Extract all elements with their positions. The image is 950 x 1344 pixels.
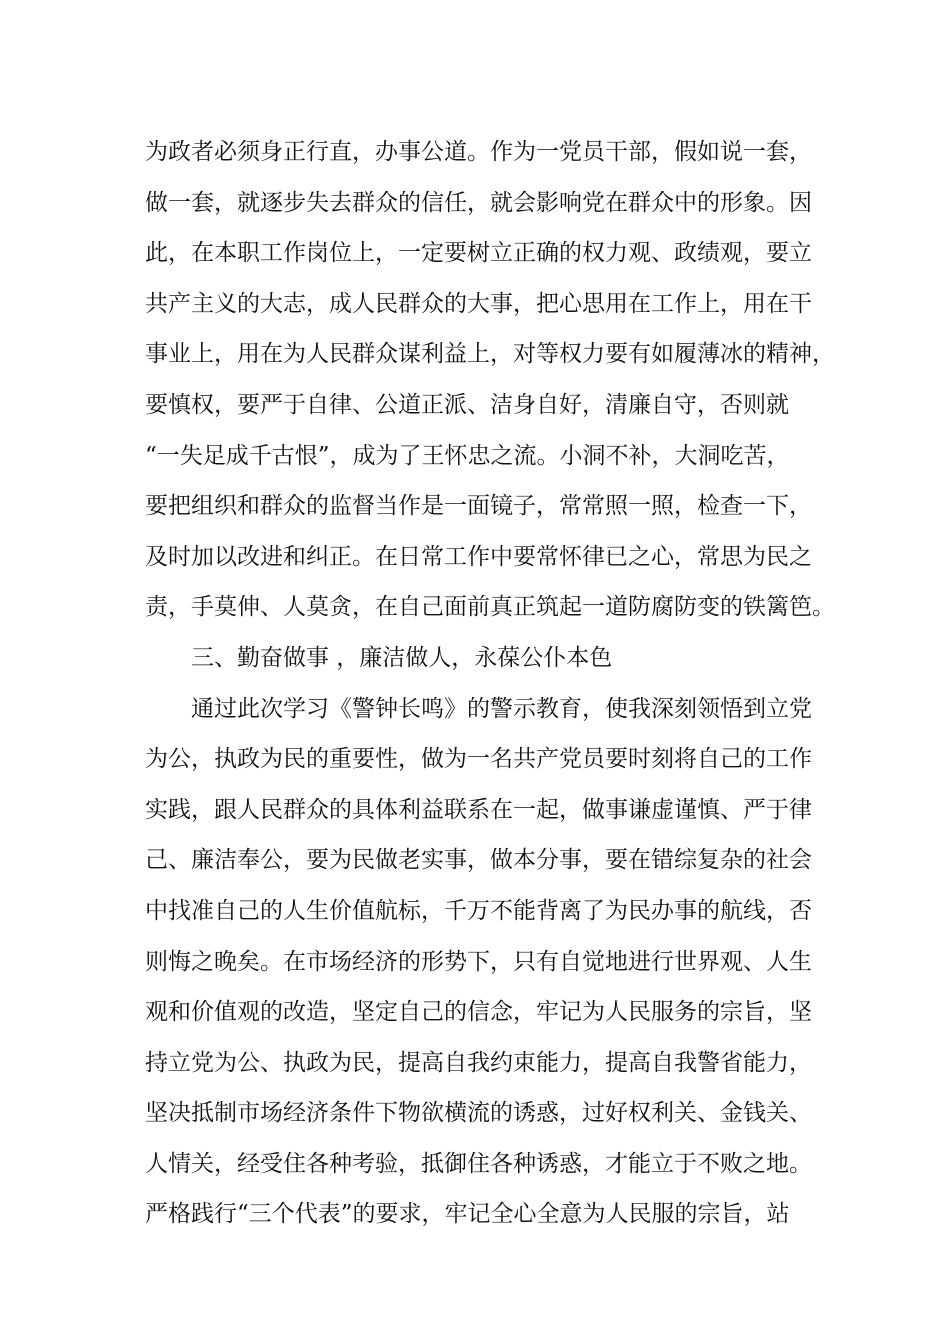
text-line: 观和价值观的改造，坚定自己的信念，牢记为人民服务的宗旨，坚 — [145, 999, 812, 1026]
document-body — [145, 127, 835, 1240]
text-line: 为公，执政为民的重要性，做为一名共产党员要时刻将自己的工作 — [145, 746, 812, 773]
text-line: 则悔之晚矣。在市场经济的形势下，只有自觉地进行世界观、人生 — [145, 948, 812, 975]
text-line: 坚决抵制市场经济条件下物欲横流的诱惑，过好权利关、金钱关、 — [145, 1100, 812, 1127]
text-line: 持立党为公、执政为民，提高自我约束能力，提高自我警省能力， — [145, 1049, 812, 1076]
text-line: 共产主义的大志，成人民群众的大事，把心思用在工作上，用在干 — [145, 290, 812, 317]
text-line: “一失足成千古恨”，成为了王怀忠之流。小洞不补，大洞吃苦， — [145, 442, 790, 469]
text-line: 此，在本职工作岗位上，一定要树立正确的权力观、政绩观，要立 — [145, 240, 812, 267]
text-line: 做一套，就逐步失去群众的信任，就会影响党在群众中的形象。因 — [145, 189, 812, 216]
text-line: 为政者必须身正行直，办事公道。作为一党员干部，假如说一套， — [145, 139, 812, 165]
section-heading: 三、勤奋做事 ，廉洁做人，永葆公仆本色 — [191, 644, 613, 671]
text-line: 人情关，经受住各种考验，抵御住各种诱惑，才能立于不败之地。 — [145, 1150, 812, 1177]
text-line: 要把组织和群众的监督当作是一面镜子，常常照一照，检查一下， — [145, 493, 812, 520]
text-line: 中找准自己的人生价值航标，千万不能背离了为民办事的航线，否 — [145, 897, 812, 924]
text-line: 己、廉洁奉公，要为民做老实事，做本分事，要在错综复杂的社会 — [145, 847, 812, 874]
text-line: 事业上，用在为人民群众谋利益上，对等权力要有如履薄冰的精神， — [145, 341, 835, 368]
text-line: 严格践行“三个代表”的要求，牢记全心全意为人民服的宗旨，站 — [145, 1201, 790, 1228]
text-line: 责，手莫伸、人莫贪，在自己面前真正筑起一道防腐防变的铁篱笆。 — [145, 594, 835, 621]
text-line: 及时加以改进和纠正。在日常工作中要常怀律已之心，常思为民之 — [145, 543, 812, 570]
text-line: 实践，跟人民群众的具体利益联系在一起，做事谦虚谨慎、严于律 — [145, 796, 812, 823]
paragraph-first-line: 通过此次学习《警钟长鸣》的警示教育，使我深刻领悟到立党 — [191, 695, 812, 722]
text-line: 要慎权，要严于自律、公道正派、洁身自好，清廉自守，否则就 — [145, 391, 789, 418]
